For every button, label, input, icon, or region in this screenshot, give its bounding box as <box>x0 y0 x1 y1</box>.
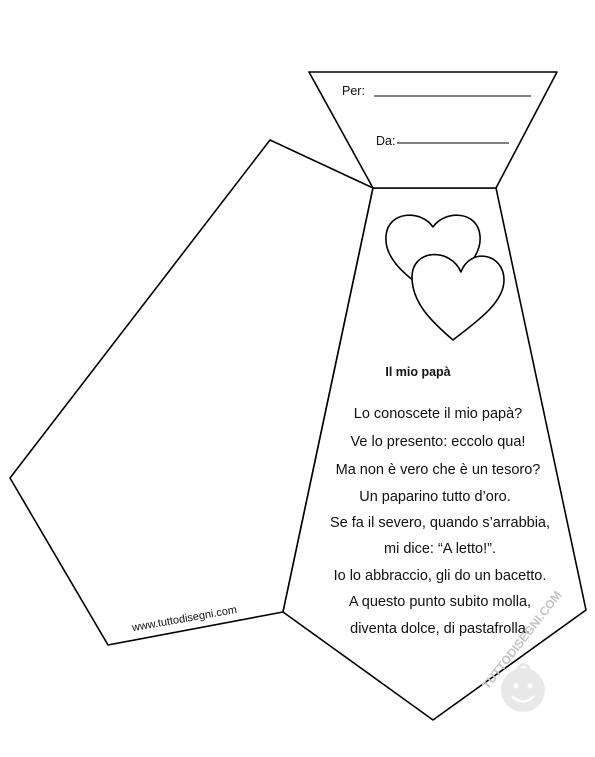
poem-line: A questo punto subito molla, <box>348 594 532 610</box>
poem-line: Lo conoscete il mio papà? <box>353 406 523 422</box>
poem-line: Se fa il severo, quando s’arrabbia, <box>329 515 551 531</box>
poem-title: Il mio papà <box>385 365 451 379</box>
poem-line: Ma non è vero che è un tesoro? <box>335 462 541 478</box>
poem-line: Ve lo presento: eccolo qua! <box>350 434 526 450</box>
for-label: Per: <box>342 84 365 98</box>
watermark-text: TUTTODISEGNI.COM <box>479 588 565 692</box>
watermark-eye-icon <box>528 684 533 689</box>
watermark-face-icon <box>501 668 545 712</box>
poem <box>330 406 550 637</box>
from-label: Da: <box>376 134 396 148</box>
poem-line: diventa dolce, di pastafrolla. <box>350 621 530 637</box>
website-credit: www.tuttodisegni.com <box>131 603 238 635</box>
poem-line: Io lo abbraccio, gli do un bacetto. <box>333 568 547 584</box>
poem-line: mi dice: “A letto!”. <box>383 541 497 557</box>
watermark-eye-icon <box>514 684 519 689</box>
poem-line: Un paparino tutto d’oro. <box>359 489 511 505</box>
baby-face-logo-icon <box>501 664 545 712</box>
